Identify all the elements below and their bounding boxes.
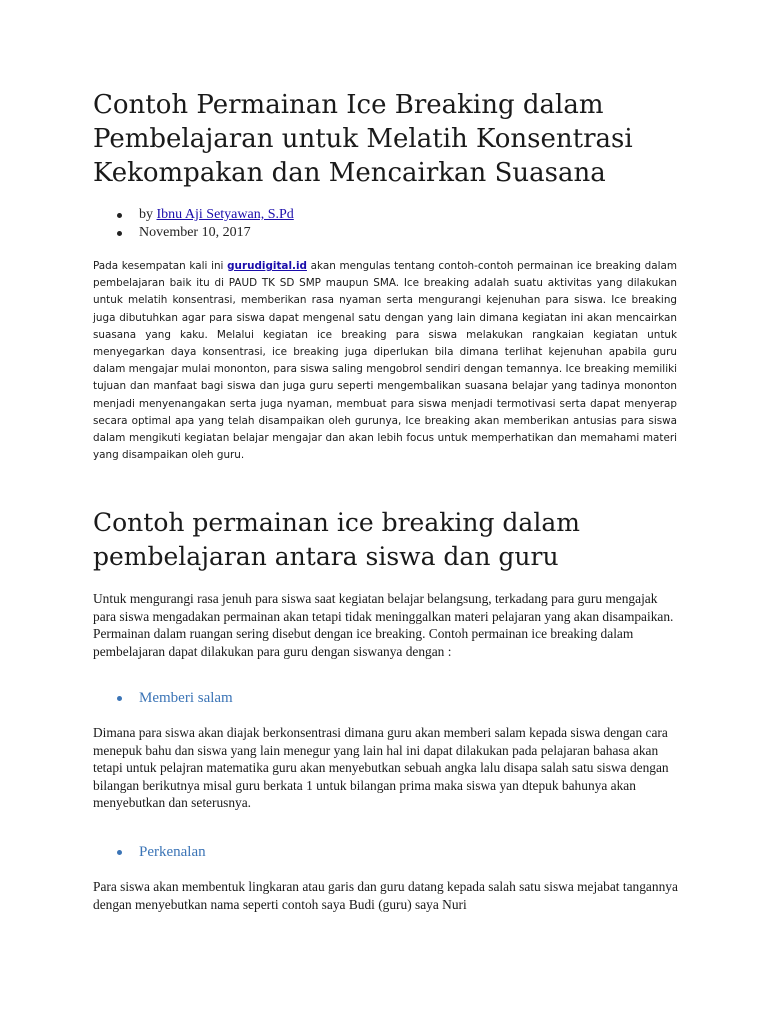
subheading-list bbox=[117, 842, 206, 862]
publish-date: November 10, 2017 bbox=[117, 224, 294, 242]
intro-paragraph bbox=[93, 258, 677, 464]
section-intro-paragraph: Untuk mengurangi rasa jenuh para siswa saat kegiatan belajar belangsung, terkadang para guru mengajak para siswa mengadakan permainan akan tetapi tidak meninggalkan materi pelajaran yang akan disampaikan. Permainan dalam ruangan sering disebut dengan ice breaking. Contoh permainan ice breaking dalam pembelajaran dapat dilakukan para guru dengan siswanya dengan : bbox=[93, 591, 674, 659]
subheading-memberi-salam: Memberi salam bbox=[117, 688, 233, 708]
site-link[interactable]: gurudigital.id bbox=[227, 260, 307, 272]
byline-prefix: by bbox=[139, 207, 157, 222]
subheading-perkenalan: Perkenalan bbox=[117, 842, 206, 862]
memberi-salam-paragraph: Dimana para siswa akan diajak berkonsentrasi dimana guru akan memberi salam kepada siswa dengan cara menepuk bahu dan siswa yang lain menegur yang lain hal ini dapat dilakukan pada pelajaran bahasa akan tetapi untuk pelajran matematika guru akan menyebutkan sebuah angka lalu disapa salah satu siswa dengan bilangan berikutnya misal guru berkata 1 untuk bilangan prima maka siswa yan dtepuk bahunya akan menyebutkan dan seterusnya. bbox=[93, 725, 669, 810]
article-meta bbox=[117, 206, 294, 242]
subheading-list bbox=[117, 688, 233, 708]
article-title: Contoh Permainan Ice Breaking dalam Pembelajaran untuk Melatih Konsentrasi Kekompakan dan Mencairkan Suasana bbox=[93, 90, 633, 188]
intro-before-link: Pada kesempatan kali ini bbox=[93, 260, 228, 272]
author-link[interactable]: Ibnu Aji Setyawan, S.Pd bbox=[156, 207, 294, 222]
intro-after-link: akan mengulas tentang contoh-contoh permainan ice breaking dalam pembelajaran baik itu di PAUD TK SD SMP maupun SMA. Ice breaking adalah suatu aktivitas yang dilakukan untuk melatih konsentrasi, memberikan rasa nyaman serta mengurangi kejenuhan para siswa. Ice breaking juga dibutuhkan agar para siswa dapat mengenal satu dengan yang lain dimana kegiatan ini akan mencairkan suasana yang kaku. Melalui kegiatan ice breaking para siswa melakukan rangkaian kegiatan untuk menyegarkan daya konsentrasi, ice breaking juga diperlukan bila dimana terlihat kejenuhan apabila guru dalam mengajar mulai mononton, para siswa saling mengobrol sendiri dengan temannya. Ice breaking memiliki tujuan dan manfaat bagi siswa dan juga guru seperti mengembalikan suasana belajar yang tadinya mononton menjadi menyenangakan serta juga nyaman, membuat para siswa menjadi termotivasi serta dapat menyerap secara optimal apa yang telah disampaikan oleh gurunya, Ice breaking akan memberikan antusias para siswa dalam mengikuti kegiatan belajar mengajar dan akan lebih focus untuk memperhatikan dan memahami materi yang disampaikan oleh guru. bbox=[93, 260, 677, 462]
section-heading: Contoh permainan ice breaking dalam pembelajaran antara siswa dan guru bbox=[93, 508, 580, 571]
perkenalan-paragraph: Para siswa akan membentuk lingkaran atau garis dan guru datang kepada salah satu siswa mejabat tangannya dengan menyebutkan nama seperti contoh saya Budi (guru) saya Nuri bbox=[93, 879, 678, 912]
byline bbox=[117, 206, 294, 224]
